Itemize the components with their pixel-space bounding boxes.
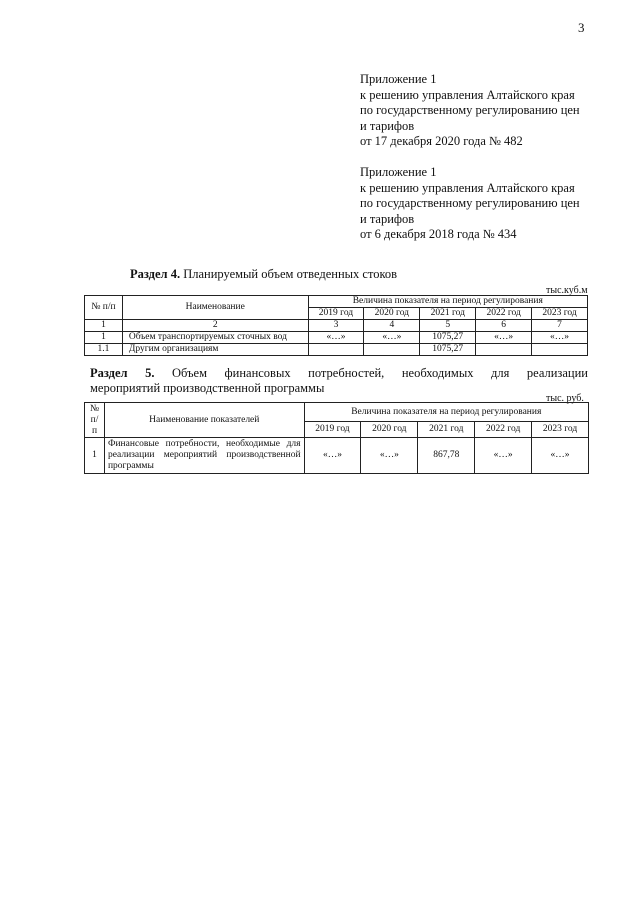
row-value (476, 344, 532, 356)
column-number: 4 (364, 320, 420, 332)
section5-title (90, 366, 588, 396)
row-value (532, 344, 588, 356)
table-row (85, 438, 589, 474)
row-num: 1 (85, 438, 105, 474)
appendix-line: от 17 декабря 2020 года № 482 (360, 134, 523, 149)
section5-label: Раздел 5. (90, 366, 155, 380)
appendix-line: и тарифов (360, 211, 415, 226)
header-name: Наименование показателей (104, 403, 304, 438)
header-year: 2019 год (308, 308, 364, 320)
column-number-row (85, 320, 588, 332)
header-num: № п/ п (85, 403, 105, 438)
row-value: «…» (364, 332, 420, 344)
header-year: 2020 год (361, 422, 418, 438)
row-value: 1075,27 (420, 344, 476, 356)
appendix-original (360, 165, 600, 243)
section5-title-line1: Объем финансовых потребностей, необходимых для реализации (154, 366, 588, 380)
section4-title (130, 267, 397, 282)
table-row (85, 344, 588, 356)
appendix-line: по государственному регулированию цен (360, 196, 580, 211)
header-num: № п/п (85, 296, 123, 320)
page-number: 3 (578, 20, 585, 35)
header-year: 2023 год (532, 422, 589, 438)
row-value: «…» (532, 332, 588, 344)
row-num: 1.1 (85, 344, 123, 356)
header-year: 2023 год (532, 308, 588, 320)
section5-unit: тыс. руб. (546, 393, 584, 404)
appendix-line: Приложение 1 (360, 165, 437, 179)
column-number: 5 (420, 320, 476, 332)
header-year: 2021 год (420, 308, 476, 320)
appendix-line: к решению управления Алтайского края (360, 180, 575, 195)
appendix-line: от 6 декабря 2018 года № 434 (360, 227, 517, 242)
section5-table (84, 402, 589, 474)
appendix-line: по государственному регулированию цен (360, 103, 580, 118)
row-value: «…» (475, 438, 532, 474)
column-number: 6 (476, 320, 532, 332)
row-value: «…» (532, 438, 589, 474)
section5-title-line2: мероприятий производственной программы (90, 381, 325, 395)
header-year: 2020 год (364, 308, 420, 320)
section4-label: Раздел 4. (130, 267, 181, 281)
appendix-line: Приложение 1 (360, 72, 437, 86)
row-value: «…» (308, 332, 364, 344)
header-year: 2022 год (475, 422, 532, 438)
section4-table (84, 295, 588, 356)
column-number: 7 (532, 320, 588, 332)
row-value: «…» (361, 438, 418, 474)
table-row (85, 332, 588, 344)
row-num: 1 (85, 332, 123, 344)
appendix-line: к решению управления Алтайского края (360, 87, 575, 102)
row-value: «…» (476, 332, 532, 344)
header-year: 2022 год (476, 308, 532, 320)
row-value: 1075,27 (420, 332, 476, 344)
row-name: Другим организациям (122, 344, 308, 356)
header-year: 2019 год (304, 422, 361, 438)
column-number: 2 (122, 320, 308, 332)
header-period: Величина показателя на период регулирования (308, 296, 587, 308)
column-number: 1 (85, 320, 123, 332)
appendix-line: и тарифов (360, 118, 415, 133)
row-value: «…» (304, 438, 361, 474)
row-name: Объем транспортируемых сточных вод (122, 332, 308, 344)
row-value: 867,78 (418, 438, 475, 474)
section4-unit: тыс.куб.м (546, 285, 588, 296)
header-year: 2021 год (418, 422, 475, 438)
header-name: Наименование (122, 296, 308, 320)
row-value (364, 344, 420, 356)
section4-title-text: Планируемый объем отведенных стоков (180, 267, 398, 281)
header-period: Величина показателя на период регулирования (304, 403, 588, 422)
row-value (308, 344, 364, 356)
appendix-current (360, 72, 600, 150)
row-name: Финансовые потребности, необходимые для реализации мероприятий производственной программы (104, 438, 304, 474)
column-number: 3 (308, 320, 364, 332)
